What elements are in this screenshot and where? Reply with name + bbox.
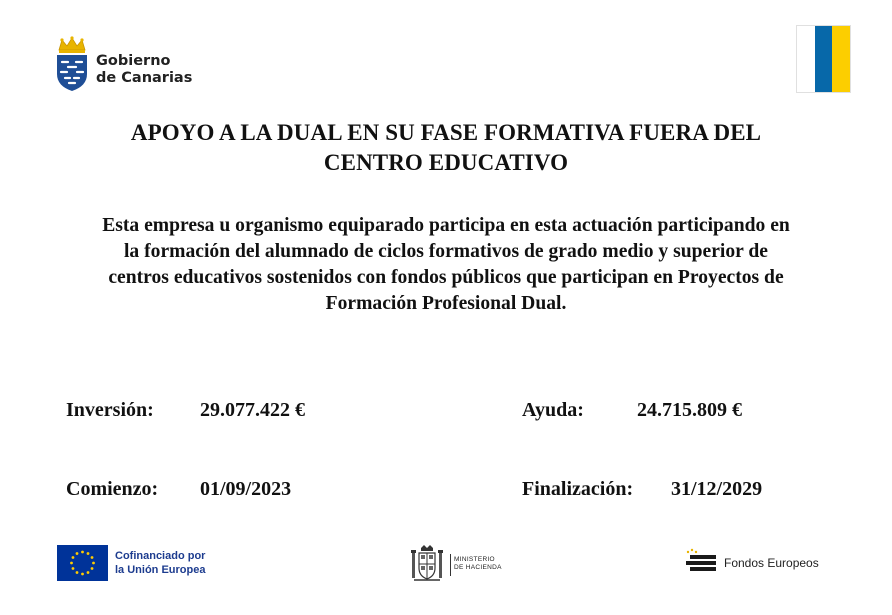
description bbox=[40, 213, 852, 317]
description-line: Formación Profesional Dual. bbox=[325, 293, 567, 314]
eu-line1: Cofinanciado por bbox=[115, 550, 206, 562]
eu-line2: la Unión Europea bbox=[115, 564, 206, 576]
eu-text bbox=[115, 549, 205, 577]
eu-cofinanciado-logo bbox=[57, 545, 237, 583]
eu-star bbox=[76, 571, 79, 574]
inversion-value: 29.077.422 € bbox=[200, 399, 305, 421]
inversion-label: Inversión: bbox=[66, 399, 154, 421]
eu-star bbox=[92, 562, 95, 565]
ministerio-line1: MINISTERIO bbox=[454, 556, 495, 563]
ministerio-text bbox=[454, 556, 502, 572]
logo-line2: de Canarias bbox=[96, 70, 193, 86]
spain-coat-of-arms-icon bbox=[408, 544, 446, 584]
flag-stripe-white bbox=[797, 26, 815, 92]
gobierno-de-canarias-logo bbox=[54, 36, 214, 92]
comienzo-label: Comienzo: bbox=[66, 478, 159, 500]
description-line: Esta empresa u organismo equiparado participa en esta actuación participando en bbox=[102, 215, 790, 236]
finalizacion-label: Finalización: bbox=[522, 478, 634, 500]
ministerio-divider bbox=[450, 554, 451, 576]
eu-star bbox=[87, 571, 90, 574]
flag-stripe-blue bbox=[815, 26, 833, 92]
comienzo-value: 01/09/2023 bbox=[200, 478, 292, 500]
description-line: la formación del alumnado de ciclos formativos de grado medio y superior de bbox=[123, 241, 769, 262]
fondos-label: Fondos Europeos bbox=[724, 556, 819, 570]
flag-stripe-yellow bbox=[832, 26, 850, 92]
canarias-crest-icon bbox=[54, 36, 90, 92]
eu-star bbox=[81, 573, 84, 576]
eu-star bbox=[91, 556, 94, 559]
eu-star bbox=[70, 562, 73, 565]
page-title bbox=[40, 118, 852, 178]
ministerio-line2: DE HACIENDA bbox=[454, 564, 502, 571]
description-line: centros educativos sostenidos con fondos públicos que participan en Proyectos de bbox=[108, 267, 784, 288]
logo-line1: Gobierno bbox=[96, 53, 171, 69]
eu-star bbox=[87, 552, 90, 555]
eu-star bbox=[76, 552, 79, 555]
ministerio-hacienda-logo bbox=[408, 544, 518, 586]
finalizacion-value: 31/12/2029 bbox=[671, 478, 763, 500]
eu-star bbox=[81, 551, 84, 554]
eu-star bbox=[72, 567, 75, 570]
title-line2: CENTRO EDUCATIVO bbox=[323, 150, 569, 175]
fondos-europeos-icon bbox=[684, 548, 720, 576]
fondos-europeos-logo bbox=[684, 548, 834, 578]
canarias-flag bbox=[796, 25, 851, 93]
title-line1: APOYO A LA DUAL EN SU FASE FORMATIVA FUERA DEL bbox=[130, 120, 762, 145]
eu-star bbox=[91, 567, 94, 570]
eu-flag-icon bbox=[57, 545, 108, 581]
logo-text bbox=[96, 53, 192, 87]
ayuda-label: Ayuda: bbox=[522, 399, 584, 421]
ayuda-value: 24.715.809 € bbox=[637, 399, 742, 421]
eu-star bbox=[72, 556, 75, 559]
